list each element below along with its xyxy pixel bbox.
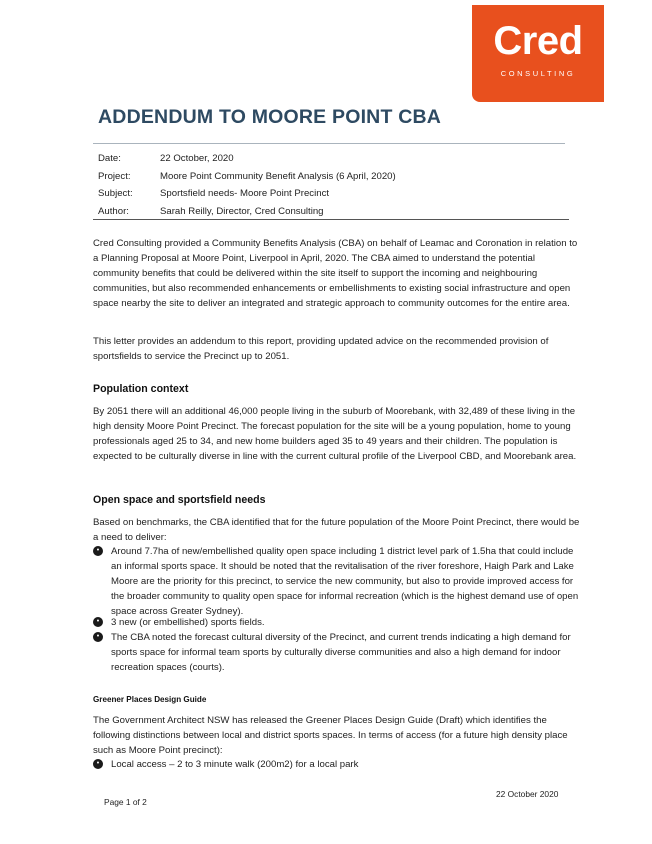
- bullet-icon: •: [93, 759, 103, 769]
- list-item: [93, 757, 583, 772]
- bullet-text: 3 new (or embellished) sports fields.: [111, 617, 265, 628]
- bullet-icon: •: [93, 546, 103, 556]
- bullet-text: Local access – 2 to 3 minute walk (200m2) for a local park: [111, 759, 359, 770]
- list-item: [93, 544, 583, 619]
- logo-subtitle: CONSULTING: [500, 69, 576, 78]
- meta-value: Sarah Reilly, Director, Cred Consulting: [160, 206, 324, 217]
- document-title: ADDENDUM TO MOORE POINT CBA: [98, 106, 442, 128]
- greener-places-paragraph: The Government Architect NSW has released the Greener Places Design Guide (Draft) which identifies the following distinctions between local and district sports spaces. In terms of access (for a future high density place such as Moore Point precinct):: [93, 715, 568, 756]
- meta-key: Date:: [98, 153, 121, 164]
- logo-brand: Cred: [493, 19, 583, 63]
- bullet-icon: •: [93, 617, 103, 627]
- list-item: [93, 615, 583, 630]
- intro-paragraph-1: Cred Consulting provided a Community Benefits Analysis (CBA) on behalf of Leamac and Coronation in relation to a Planning Proposal at Moore Point, Liverpool in April, 2020. The CBA aimed to understand the potential community benefits that could be delivered within the site itself to support the incoming and neighbouring communities, but also recommended enhancements or embellishments to existing social infrastructure and open space nearby the site to deliver an integrated and strategic approach to community outcomes for the entire area.: [93, 238, 578, 309]
- metadata-divider: [93, 219, 569, 220]
- page-number: Page 1 of 2: [104, 797, 147, 807]
- footer-date: 22 October 2020: [496, 789, 559, 799]
- section-heading-greener-places: Greener Places Design Guide: [93, 695, 207, 704]
- meta-key: Project:: [98, 171, 131, 182]
- section-heading-open-space: Open space and sportsfield needs: [93, 494, 266, 506]
- section-heading-population: Population context: [93, 383, 189, 395]
- list-item: [93, 630, 583, 675]
- population-paragraph: By 2051 there will an additional 46,000 people living in the suburb of Moorebank, with 32,489 of these living in the high density Moore Point Precinct. The forecast population for the site will be a young population, home to young professionals aged 25 to 34, and new home builders aged 35 to 49 years and their children. The population is expected to be culturally diverse in line with the current cultural profile of the Liverpool CBD, and Moorebank area.: [93, 406, 577, 462]
- bullet-icon: •: [93, 632, 103, 642]
- meta-value: Moore Point Community Benefit Analysis (6 April, 2020): [160, 171, 396, 182]
- meta-value: 22 October, 2020: [160, 153, 234, 164]
- meta-key: Subject:: [98, 188, 133, 199]
- bullet-text: Around 7.7ha of new/embellished quality open space including 1 district level park of 1.5ha that could include an informal sports space. It should be noted that the revitalisation of the river foreshore, Haigh Park and Lake Moore are the priority for this precinct, to service the new community, but also to provide improved access for the broader community to quality open space for informal recreation (which is the highest demand use of open space across Greater Sydney).: [111, 546, 579, 617]
- title-divider: [93, 143, 565, 144]
- open-space-paragraph: Based on benchmarks, the CBA identified that for the future population of the Moore Point Precinct, there would be a need to deliver:: [93, 517, 580, 543]
- meta-value: Sportsfield needs- Moore Point Precinct: [160, 188, 330, 199]
- bullet-text: The CBA noted the forecast cultural diversity of the Precinct, and current trends indicating a high demand for sports space for informal team sports by culturally diverse communities and also a high demand for indoor recreation spaces (courts).: [111, 632, 571, 673]
- meta-key: Author:: [98, 206, 129, 217]
- intro-paragraph-2: This letter provides an addendum to this report, providing updated advice on the recommended provision of sportsfields to service the Precinct up to 2051.: [93, 336, 549, 362]
- cred-consulting-logo: [472, 5, 604, 102]
